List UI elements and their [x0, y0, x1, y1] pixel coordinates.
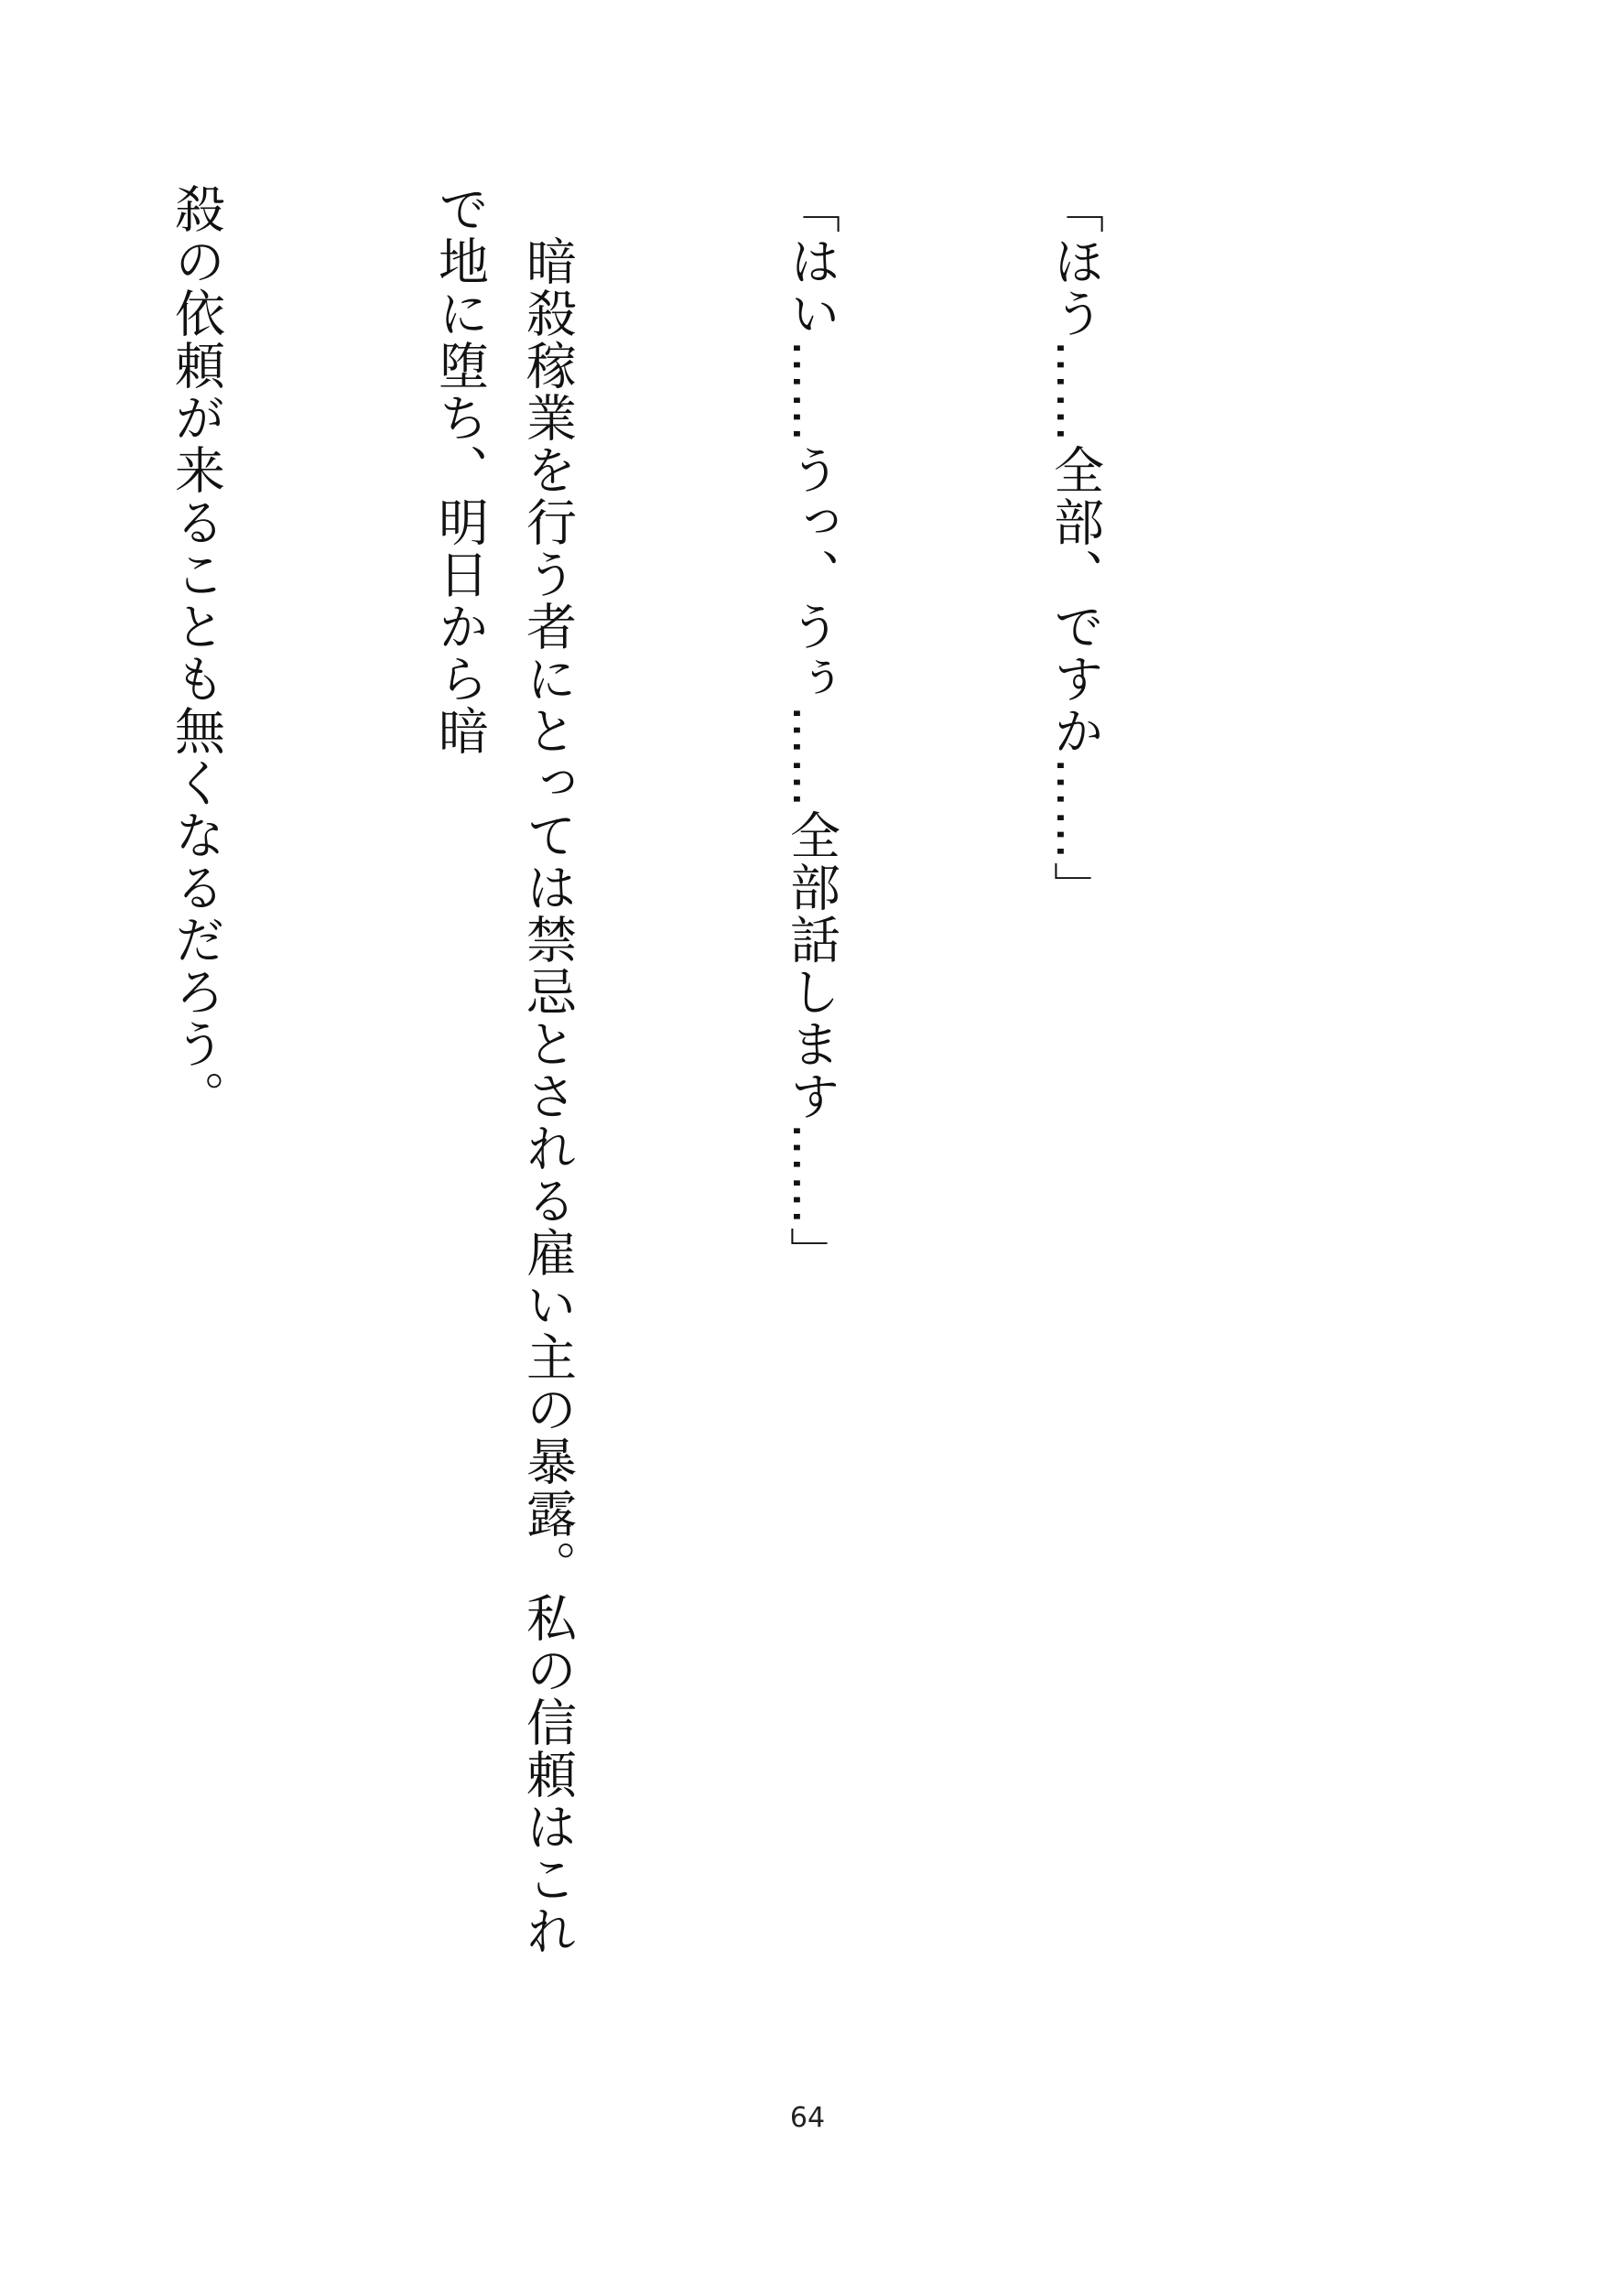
vertical-text-body [167, 183, 1295, 1996]
text-line: 殺の依頼が来ることも無くなるだろう。 [167, 183, 225, 1122]
text-line: 暗殺稼業を行う者にとっては禁忌とされる雇い主の暴露。私の信頼はこれで地に堕ち、明日から暗 [430, 183, 577, 1957]
page-number: 64 [789, 2102, 826, 2134]
text-line: 「はい……うっ、うぅ……全部話します……」 [782, 183, 840, 1279]
text-line: 「ほう……全部、ですか……」 [1046, 183, 1104, 914]
